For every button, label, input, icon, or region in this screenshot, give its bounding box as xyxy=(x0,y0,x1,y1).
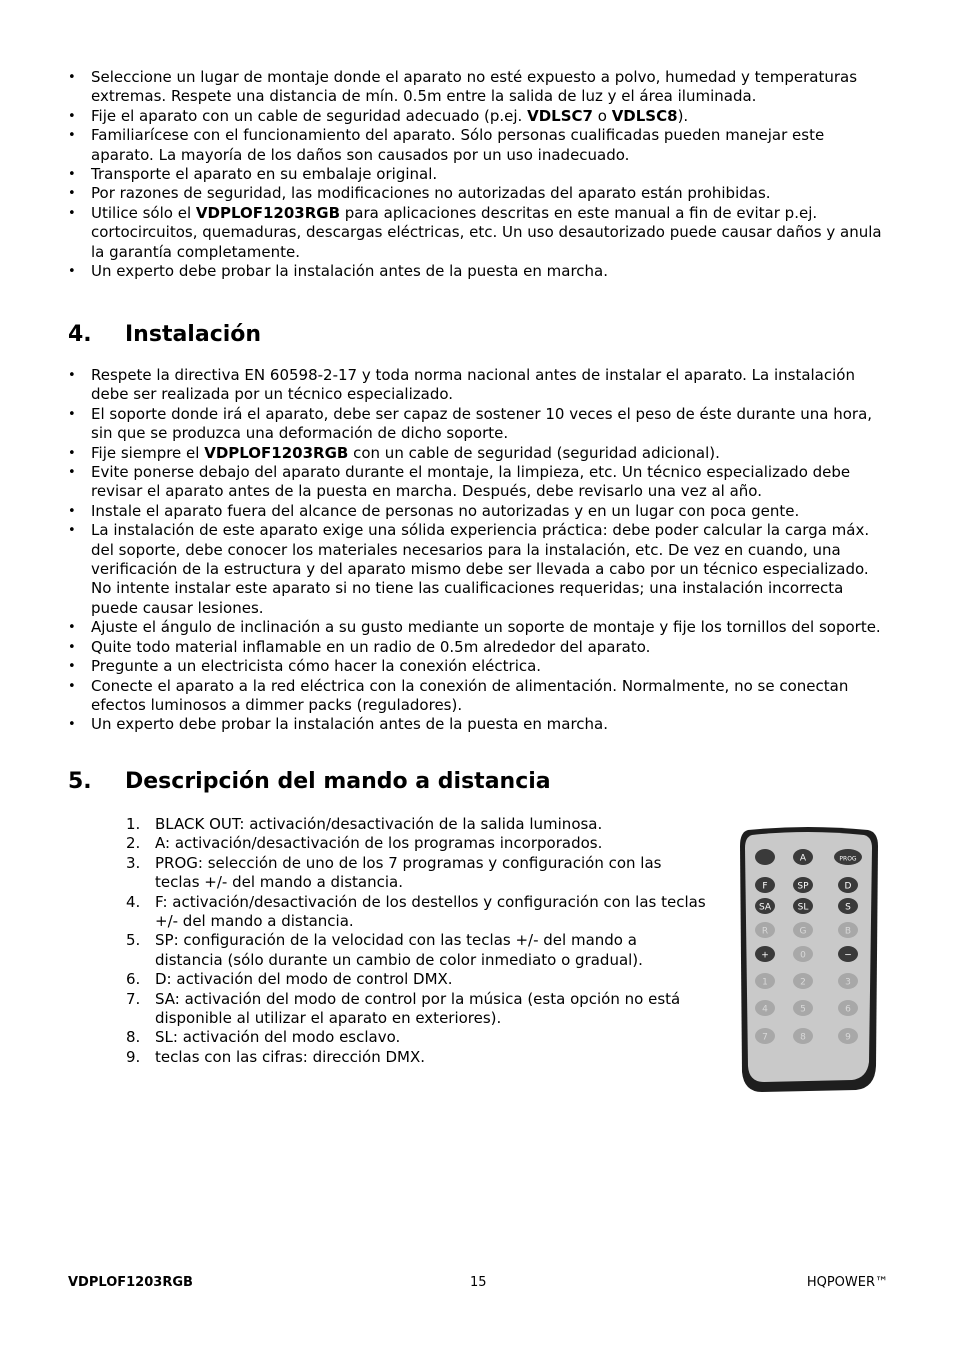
item-number: 3. xyxy=(126,853,141,872)
list-item xyxy=(126,815,706,834)
remote-key-label: PROG xyxy=(839,855,857,863)
remote-key-label: 4 xyxy=(762,1004,768,1015)
list-item xyxy=(126,1028,706,1047)
remote-key-label: − xyxy=(844,950,852,961)
section-heading-remote xyxy=(68,769,551,794)
section-number: 4. xyxy=(68,322,92,347)
remote-key-label: 6 xyxy=(845,1004,851,1015)
list-item xyxy=(68,618,888,637)
item-text: teclas con las cifras: dirección DMX. xyxy=(155,1047,426,1066)
remote-key-label: F xyxy=(762,881,768,892)
list-item xyxy=(68,502,888,521)
list-item xyxy=(126,854,706,893)
item-text: Un experto debe probar la instalación antes de la puesta en marcha. xyxy=(91,262,609,281)
product-code: VDLSC8 xyxy=(611,106,678,125)
list-item xyxy=(68,184,888,203)
remote-description-list xyxy=(126,815,706,1067)
list-item xyxy=(126,834,706,853)
item-text: Ajuste el ángulo de inclinación a su gusto mediante un soporte de montaje y fije los tornillos del soporte. xyxy=(91,618,881,637)
product-code: VDLSC7 xyxy=(527,106,593,125)
remote-key-label: 0 xyxy=(800,950,806,961)
product-code: VDPLOF1203RGB xyxy=(204,443,349,462)
item-text: con un cable de seguridad (seguridad adicional). xyxy=(348,443,720,462)
remote-key-label: SL xyxy=(797,902,809,913)
remote-key-label: S xyxy=(845,902,851,913)
list-item xyxy=(68,463,888,502)
list-item xyxy=(126,893,706,932)
item-number: 7. xyxy=(126,989,141,1008)
section-title: Instalación xyxy=(125,322,262,347)
item-text: F: activación/desactivación de los destellos y configuración con las teclas +/- del mando a distancia. xyxy=(155,892,706,931)
list-item xyxy=(126,990,706,1029)
remote-key-label: D xyxy=(844,881,852,892)
item-text: El soporte donde irá el aparato, debe ser capaz de sostener 10 veces el peso de éste durante una hora, sin que se produzca una deformación de dicho soporte. xyxy=(91,404,873,443)
remote-key-label: R xyxy=(761,926,769,937)
list-item xyxy=(68,657,888,676)
remote-key-label: 2 xyxy=(800,977,806,988)
item-text: Instale el aparato fuera del alcance de personas no autorizadas y en un lugar con poca gente. xyxy=(91,501,800,520)
item-text: SP: configuración de la velocidad con las teclas +/- del mando a distancia (sólo durante un cambio de color inmediato o gradual). xyxy=(155,931,643,969)
item-number: 4. xyxy=(126,892,141,911)
item-text: Respete la directiva EN 60598-2-17 y toda norma nacional antes de instalar el aparato. La instalación debe ser realizada por un técnico especializado. xyxy=(91,366,855,404)
item-text: La instalación de este aparato exige una sólida experiencia práctica: debe poder calcular la carga máx. del soporte, debe conocer los materiales necesarios para la instalación, etc. De vez en cuando, una verificación de la estructura y del aparato mismo debe ser llevada a cabo por un técnico especializado. No intente instalar este aparato si no tiene las cualificaciones requeridas; una instalación incorrecta puede causar lesiones. xyxy=(91,521,870,617)
item-text: BLACK OUT: activación/desactivación de la salida luminosa. xyxy=(155,815,603,833)
remote-key-label: B xyxy=(844,926,852,937)
list-item xyxy=(68,68,888,107)
safety-bullet-list xyxy=(68,68,888,281)
remote-key-label: SA xyxy=(758,902,772,913)
list-item xyxy=(126,1048,706,1067)
list-item xyxy=(68,366,888,405)
item-text: Familiarícese con el funcionamiento del aparato. Sólo personas cualificadas pueden manejar este aparato. La mayoría de los daños son causados por un uso inadecuado. xyxy=(91,126,825,164)
list-item xyxy=(68,126,888,165)
remote-key-label: 1 xyxy=(762,977,768,988)
remote-key-label: G xyxy=(799,926,807,937)
item-text: Utilice sólo el xyxy=(91,203,196,222)
item-number: 1. xyxy=(126,815,141,833)
list-item xyxy=(126,931,706,970)
item-number: 9. xyxy=(126,1047,141,1066)
remote-key-label: + xyxy=(761,950,769,961)
product-code: VDPLOF1203RGB xyxy=(195,203,341,222)
item-text: Transporte el aparato en su embalaje original. xyxy=(91,165,438,184)
remote-control-illustration xyxy=(738,826,878,1094)
section-title: Descripción del mando a distancia xyxy=(125,769,551,794)
item-text: SL: activación del modo esclavo. xyxy=(155,1028,401,1047)
list-item xyxy=(68,262,888,281)
list-item xyxy=(68,405,888,444)
remote-key-label: 7 xyxy=(762,1032,768,1043)
list-item xyxy=(68,107,888,126)
item-text: Por razones de seguridad, las modificaciones no autorizadas del aparato están prohibidas. xyxy=(91,184,771,203)
item-text: o xyxy=(592,106,612,125)
item-text: Evite ponerse debajo del aparato durante el montaje, la limpieza, etc. Un técnico especializado debe revisar el aparato antes de la puesta en marcha. Después, debe revisarlo una vez al año. xyxy=(91,463,851,501)
footer-page-number: 15 xyxy=(470,1275,487,1290)
item-number: 5. xyxy=(126,931,141,950)
item-text: SA: activación del modo de control por la música (esta opción no está disponible al utilizar el aparato en exteriores). xyxy=(155,989,681,1028)
list-item xyxy=(68,444,888,463)
list-item xyxy=(126,970,706,989)
item-text: para aplicaciones descritas en este manual a fin de evitar p.ej. cortocircuitos, quemaduras, descargas eléctricas, etc. Un uso desautorizado puede causar daños y anula la garantía completamente. xyxy=(91,203,882,261)
item-text: Conecte el aparato a la red eléctrica con la conexión de alimentación. Normalmente, no se conectan efectos luminosos a dimmer packs (reguladores). xyxy=(91,676,849,714)
item-text: Fije el aparato con un cable de seguridad adecuado (p.ej. xyxy=(91,106,528,125)
remote-key-label: 5 xyxy=(800,1004,806,1015)
item-text: ). xyxy=(677,106,689,125)
item-number: 6. xyxy=(126,970,141,989)
item-text: Quite todo material inflamable en un radio de 0.5m alrededor del aparato. xyxy=(91,637,651,656)
list-item xyxy=(68,638,888,657)
item-text: PROG: selección de uno de los 7 programas y configuración con las teclas +/- del mando a distancia. xyxy=(155,853,662,892)
item-text: Seleccione un lugar de montaje donde el aparato no esté expuesto a polvo, humedad y temperaturas extremas. Respete una distancia de mín. 0.5m entre la salida de luz y el área iluminada. xyxy=(91,68,858,106)
item-number: 8. xyxy=(126,1028,141,1047)
remote-key-label: 3 xyxy=(845,977,851,988)
remote-key-label: SP xyxy=(797,881,809,892)
item-text: A: activación/desactivación de los programas incorporados. xyxy=(155,834,603,853)
remote-key-label: A xyxy=(799,853,807,864)
footer-brand: HQPOWER™ xyxy=(806,1275,888,1290)
list-item xyxy=(68,521,888,618)
item-text: Pregunte a un electricista cómo hacer la conexión eléctrica. xyxy=(91,657,542,676)
list-item xyxy=(68,677,888,716)
footer-model: VDPLOF1203RGB xyxy=(68,1275,193,1290)
item-text: D: activación del modo de control DMX. xyxy=(155,970,453,989)
remote-key xyxy=(755,849,775,865)
item-text: Un experto debe probar la instalación antes de la puesta en marcha. xyxy=(91,715,609,734)
item-number: 2. xyxy=(126,834,141,853)
list-item xyxy=(68,204,888,262)
remote-key-label: 9 xyxy=(845,1032,851,1043)
section-number: 5. xyxy=(68,769,92,794)
installation-bullet-list xyxy=(68,366,888,735)
section-heading-installation xyxy=(68,322,261,347)
list-item xyxy=(68,165,888,184)
remote-key-label: 8 xyxy=(800,1032,806,1043)
item-text: Fije siempre el xyxy=(91,443,205,462)
list-item xyxy=(68,715,888,734)
